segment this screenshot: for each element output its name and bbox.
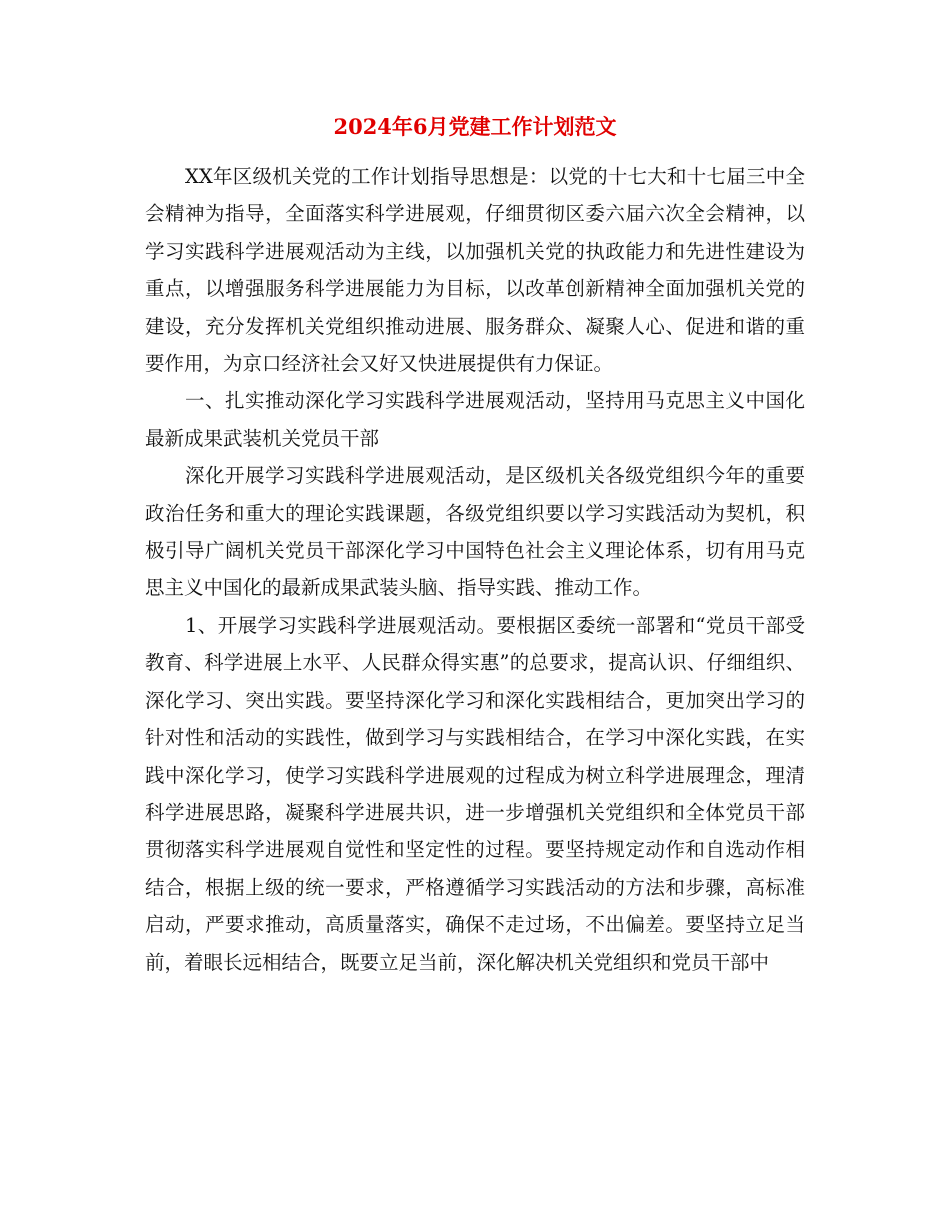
paragraph-section-one-heading: 一、扎实推动深化学习实践科学进展观活动，坚持用马克思主义中国化最新成果武装机关党员干部: [145, 389, 805, 450]
paragraph-item-one: 1、开展学习实践科学进展观活动。要根据区委统一部署和“党员干部受教育、科学进展上水平、人民群众得实惠”的总要求，提高认识、仔细组织、深化学习、突出实践。要坚持深化学习和深化实践相结合，更加突出学习的针对性和活动的实践性，做到学习与实践相结合，在学习中深化实践，在实践中深化学习，使学习实践科学进展观的过程成为树立科学进展理念，理清科学进展思路，凝聚科学进展共识，进一步增强机关党组织和全体党员干部贯彻落实科学进展观自觉性和坚定性的过程。要坚持规定动作和自选动作相结合，根据上级的统一要求，严格遵循学习实践活动的方法和步骤，高标准启动，严要求推动，高质量落实，确保不走过场，不出偏差。要坚持立足当前，着眼长远相结合，既要立足当前，深化解决机关党组织和党员干部中: [145, 613, 805, 974]
paragraph-section-one-intro: 深化开展学习实践科学进展观活动，是区级机关各级党组织今年的重要政治任务和重大的理论实践课题，各级党组织要以学习实践活动为契机，积极引导广阔机关党员干部深化学习中国特色社会主义理论体系，切有用马克思主义中国化的最新成果武装头脑、指导实践、推动工作。: [145, 464, 805, 600]
document-body: [145, 158, 805, 981]
document-title: 2024年6月党建工作计划范文: [333, 114, 617, 139]
paragraph-guiding-ideology: XX年区级机关党的工作计划指导思想是：以党的十七大和十七届三中全会精神为指导，全面落实科学进展观，仔细贯彻区委六届六次全会精神，以学习实践科学进展观活动为主线，以加强机关党的执政能力和先进性建设为重点，以增强服务科学进展能力为目标，以改革创新精神全面加强机关党的建设，充分发挥机关党组织推动进展、服务群众、凝聚人心、促进和谐的重要作用，为京口经济社会又好又快进展提供有力保证。: [145, 165, 805, 376]
